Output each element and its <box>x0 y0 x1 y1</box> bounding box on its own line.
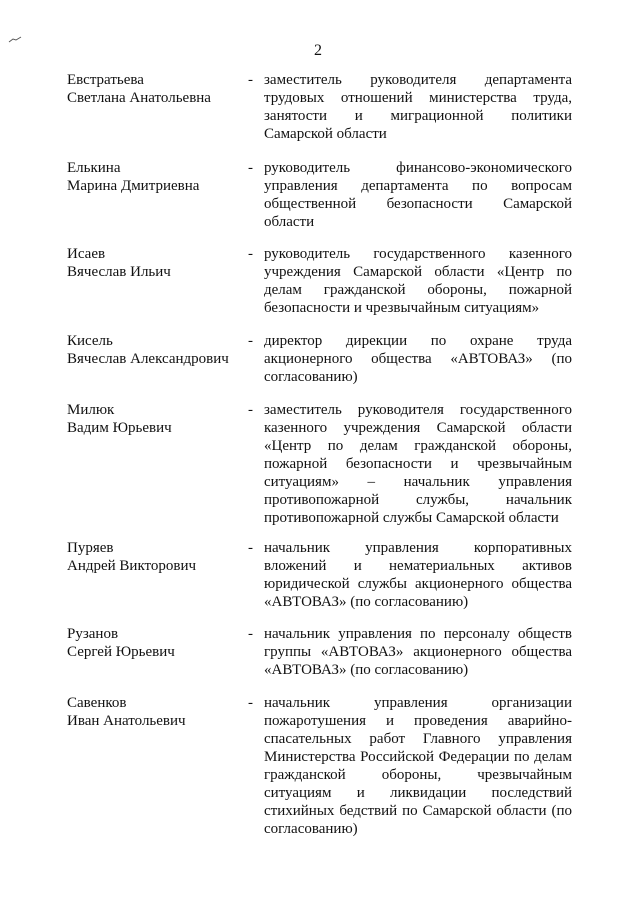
person-given-name: Вячеслав Александрович <box>67 351 229 367</box>
person-surname: Исаев <box>67 246 106 262</box>
person-name <box>67 625 247 661</box>
person-given-name: Вячеслав Ильич <box>67 264 171 280</box>
position-description: начальник управления корпоративных вложений и нематериальных активов юридической службы акционерного общества «АВТОВАЗ» (по согласованию) <box>264 540 572 610</box>
person-name <box>67 694 247 730</box>
separator-dash: - <box>248 695 253 711</box>
person-surname: Рузанов <box>67 626 119 642</box>
person-surname: Милюк <box>67 402 115 418</box>
person-name <box>67 159 247 195</box>
position-description: директор дирекции по охране труда акционерного общества «АВТОВАЗ» (по согласованию) <box>264 333 572 385</box>
person-name <box>67 401 247 437</box>
person-surname: Евстратьева <box>67 72 144 88</box>
person-surname: Пуряев <box>67 540 114 556</box>
separator-dash: - <box>248 333 253 349</box>
person-surname: Елькина <box>67 160 121 176</box>
separator-dash: - <box>248 402 253 418</box>
person-name <box>67 245 247 281</box>
separator-dash: - <box>248 160 253 176</box>
separator-dash: - <box>248 72 253 88</box>
person-given-name: Андрей Викторович <box>67 558 197 574</box>
person-given-name: Иван Анатольевич <box>67 713 186 729</box>
person-name <box>67 539 247 575</box>
position-description: руководитель государственного казенного учреждения Самарской области «Центр по делам гражданской обороны, пожарной безопасности и чрезвычайным ситуациям» <box>264 246 572 316</box>
person-given-name: Сергей Юрьевич <box>67 644 175 660</box>
separator-dash: - <box>248 626 253 642</box>
position-description: начальник управления организации пожаротушения и проведения аварийно-спасательных работ Главного управления Министерства Российской Федерации по делам гражданской обороны, чрезвычайным ситуациям и ликвидации последствий стихийных бедствий по Самарской области (по согласованию) <box>264 695 572 837</box>
position-description: начальник управления по персоналу обществ группы «АВТОВАЗ» акционерного общества «АВТОВАЗ» (по согласованию) <box>264 626 572 678</box>
person-given-name: Вадим Юрьевич <box>67 420 172 436</box>
person-given-name: Светлана Анатольевна <box>67 90 211 106</box>
position-description: руководитель финансово-экономического управления департамента по вопросам общественной безопасности Самарской области <box>264 160 572 230</box>
person-name <box>67 332 247 368</box>
person-surname: Кисель <box>67 333 113 349</box>
separator-dash: - <box>248 246 253 262</box>
page-number: 2 <box>314 42 322 59</box>
person-given-name: Марина Дмитриевна <box>67 178 200 194</box>
separator-dash: - <box>248 540 253 556</box>
position-description: заместитель руководителя государственного казенного учреждения Самарской области «Центр по делам гражданской обороны, пожарной безопасности и чрезвычайным ситуациям» – начальник управления противопожарной службы, начальник противопожарной службы Самарской области <box>264 402 572 526</box>
person-name <box>67 71 247 107</box>
position-description: заместитель руководителя департамента трудовых отношений министерства труда, занятости и миграционной политики Самарской области <box>264 72 572 142</box>
person-surname: Савенков <box>67 695 127 711</box>
